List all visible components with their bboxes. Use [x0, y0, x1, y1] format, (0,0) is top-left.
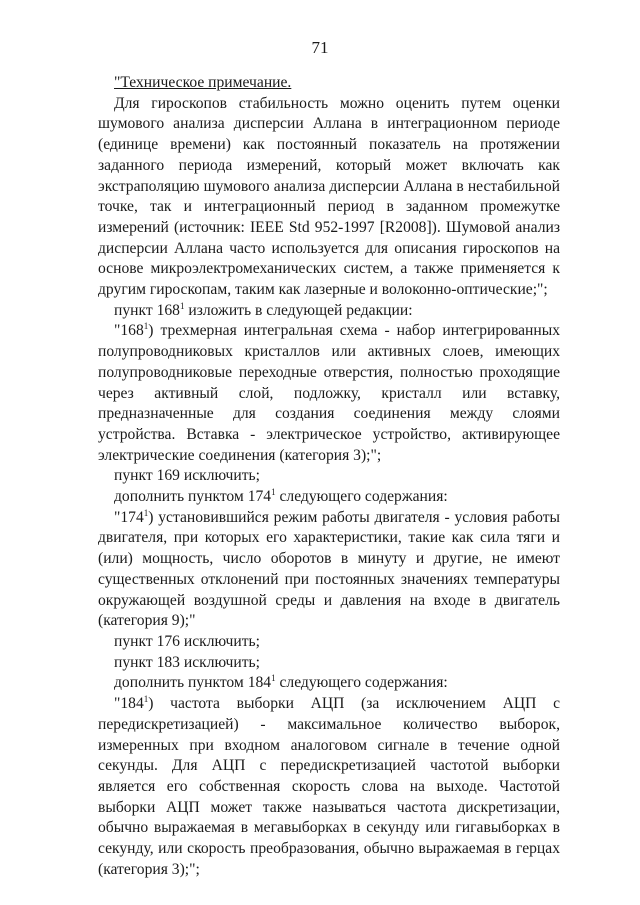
item-184-definition [98, 694, 560, 880]
item-168-definition [98, 321, 560, 466]
allan-variance-paragraph: Для гироскопов стабильность можно оценить путем оценки шумового анализа дисперсии Аллана в интеграционном периоде (единице времени) как постоянный показатель на протяжении заданного периода измерений, который может включать как экстраполяцию шумового анализа дисперсии Аллана в нестабильной точке, так и интеграционный период в заданном промежутке измерений (источник: IEEE Std 952-1997 [R2008]). Шумовой анализ дисперсии Аллана часто используется для описания гироскопов на основе микроэлектромеханических систем, а также применяется к другим гироскопам, таким как лазерные и волоконно-оптические;"; [98, 94, 560, 299]
item-174-number: "174 [114, 508, 144, 526]
item-168-number: "168 [114, 322, 144, 340]
item-169-delete: пункт 169 исключить; [114, 467, 260, 485]
item-174-definition [98, 508, 560, 632]
item-184-definition-text: ) частота выборки АЦП (за исключением АЦП с передискретизацией) - максимальное количество выборок, измеренных при входном аналоговом сигнале в течение одной секунды. Для АЦП с передискретизацией частотой выборки является его собственная скорость слова на выходе. Частотой выборки АЦП может также называться частота дискретизации, обычно выражаемая в мегавыборках в секунду или гигавыборках в секунду, или скорость преобразования, обычно выражаемая в герцах (категория 3);"; [98, 695, 560, 878]
item-174-intro [98, 487, 560, 508]
document-body [98, 73, 560, 880]
item-184-intro [98, 673, 560, 694]
item-183-delete: пункт 183 исключить; [114, 653, 260, 671]
item-174-intro-tail: следующего содержания: [275, 488, 448, 506]
item-174-intro-text: дополнить пунктом 174 [114, 488, 272, 506]
item-184-intro-superscript: 1 [271, 673, 276, 684]
item-168-intro-text: пункт 168 [114, 301, 180, 319]
page-number: 71 [311, 38, 329, 57]
item-176-delete: пункт 176 исключить; [114, 632, 260, 650]
item-168-intro-superscript: 1 [179, 300, 185, 311]
technical-note-heading: "Техническое примечание. [114, 74, 292, 91]
item-168-intro-tail: изложить в следующей редакции: [184, 301, 413, 319]
item-174-definition-text: ) установившийся режим работы двигателя - условия работы двигателя, при которых его характеристики, такие как сила тяги и (или) мощность, число оборотов в минуту и другие, не имеют существенных отклонений при постоянных значениях температуры окружающей воздушной среды и давления на входе в двигатель (категория 9);" [98, 508, 560, 630]
item-184-superscript: 1 [143, 694, 149, 705]
item-184-number: "184 [114, 695, 144, 713]
item-168-definition-text: ) трехмерная интегральная схема - набор интегрированных полупроводниковых кристаллов или активных слоев, имеющих полупроводниковые переходные отверстия, полностью проходящие через активный слой, подложку, кристалл или вставку, предназначенные для создания соединения между слоями устройства. Вставка - электрическое устройство, активирующее электрические соединения (категория 3);"; [98, 322, 560, 464]
item-168-superscript: 1 [143, 321, 149, 332]
item-184-intro-tail: следующего содержания: [275, 674, 448, 692]
item-168-intro [98, 301, 560, 322]
item-174-superscript: 1 [143, 507, 149, 518]
item-174-intro-superscript: 1 [271, 487, 276, 498]
item-184-intro-text: дополнить пунктом 184 [114, 674, 272, 692]
